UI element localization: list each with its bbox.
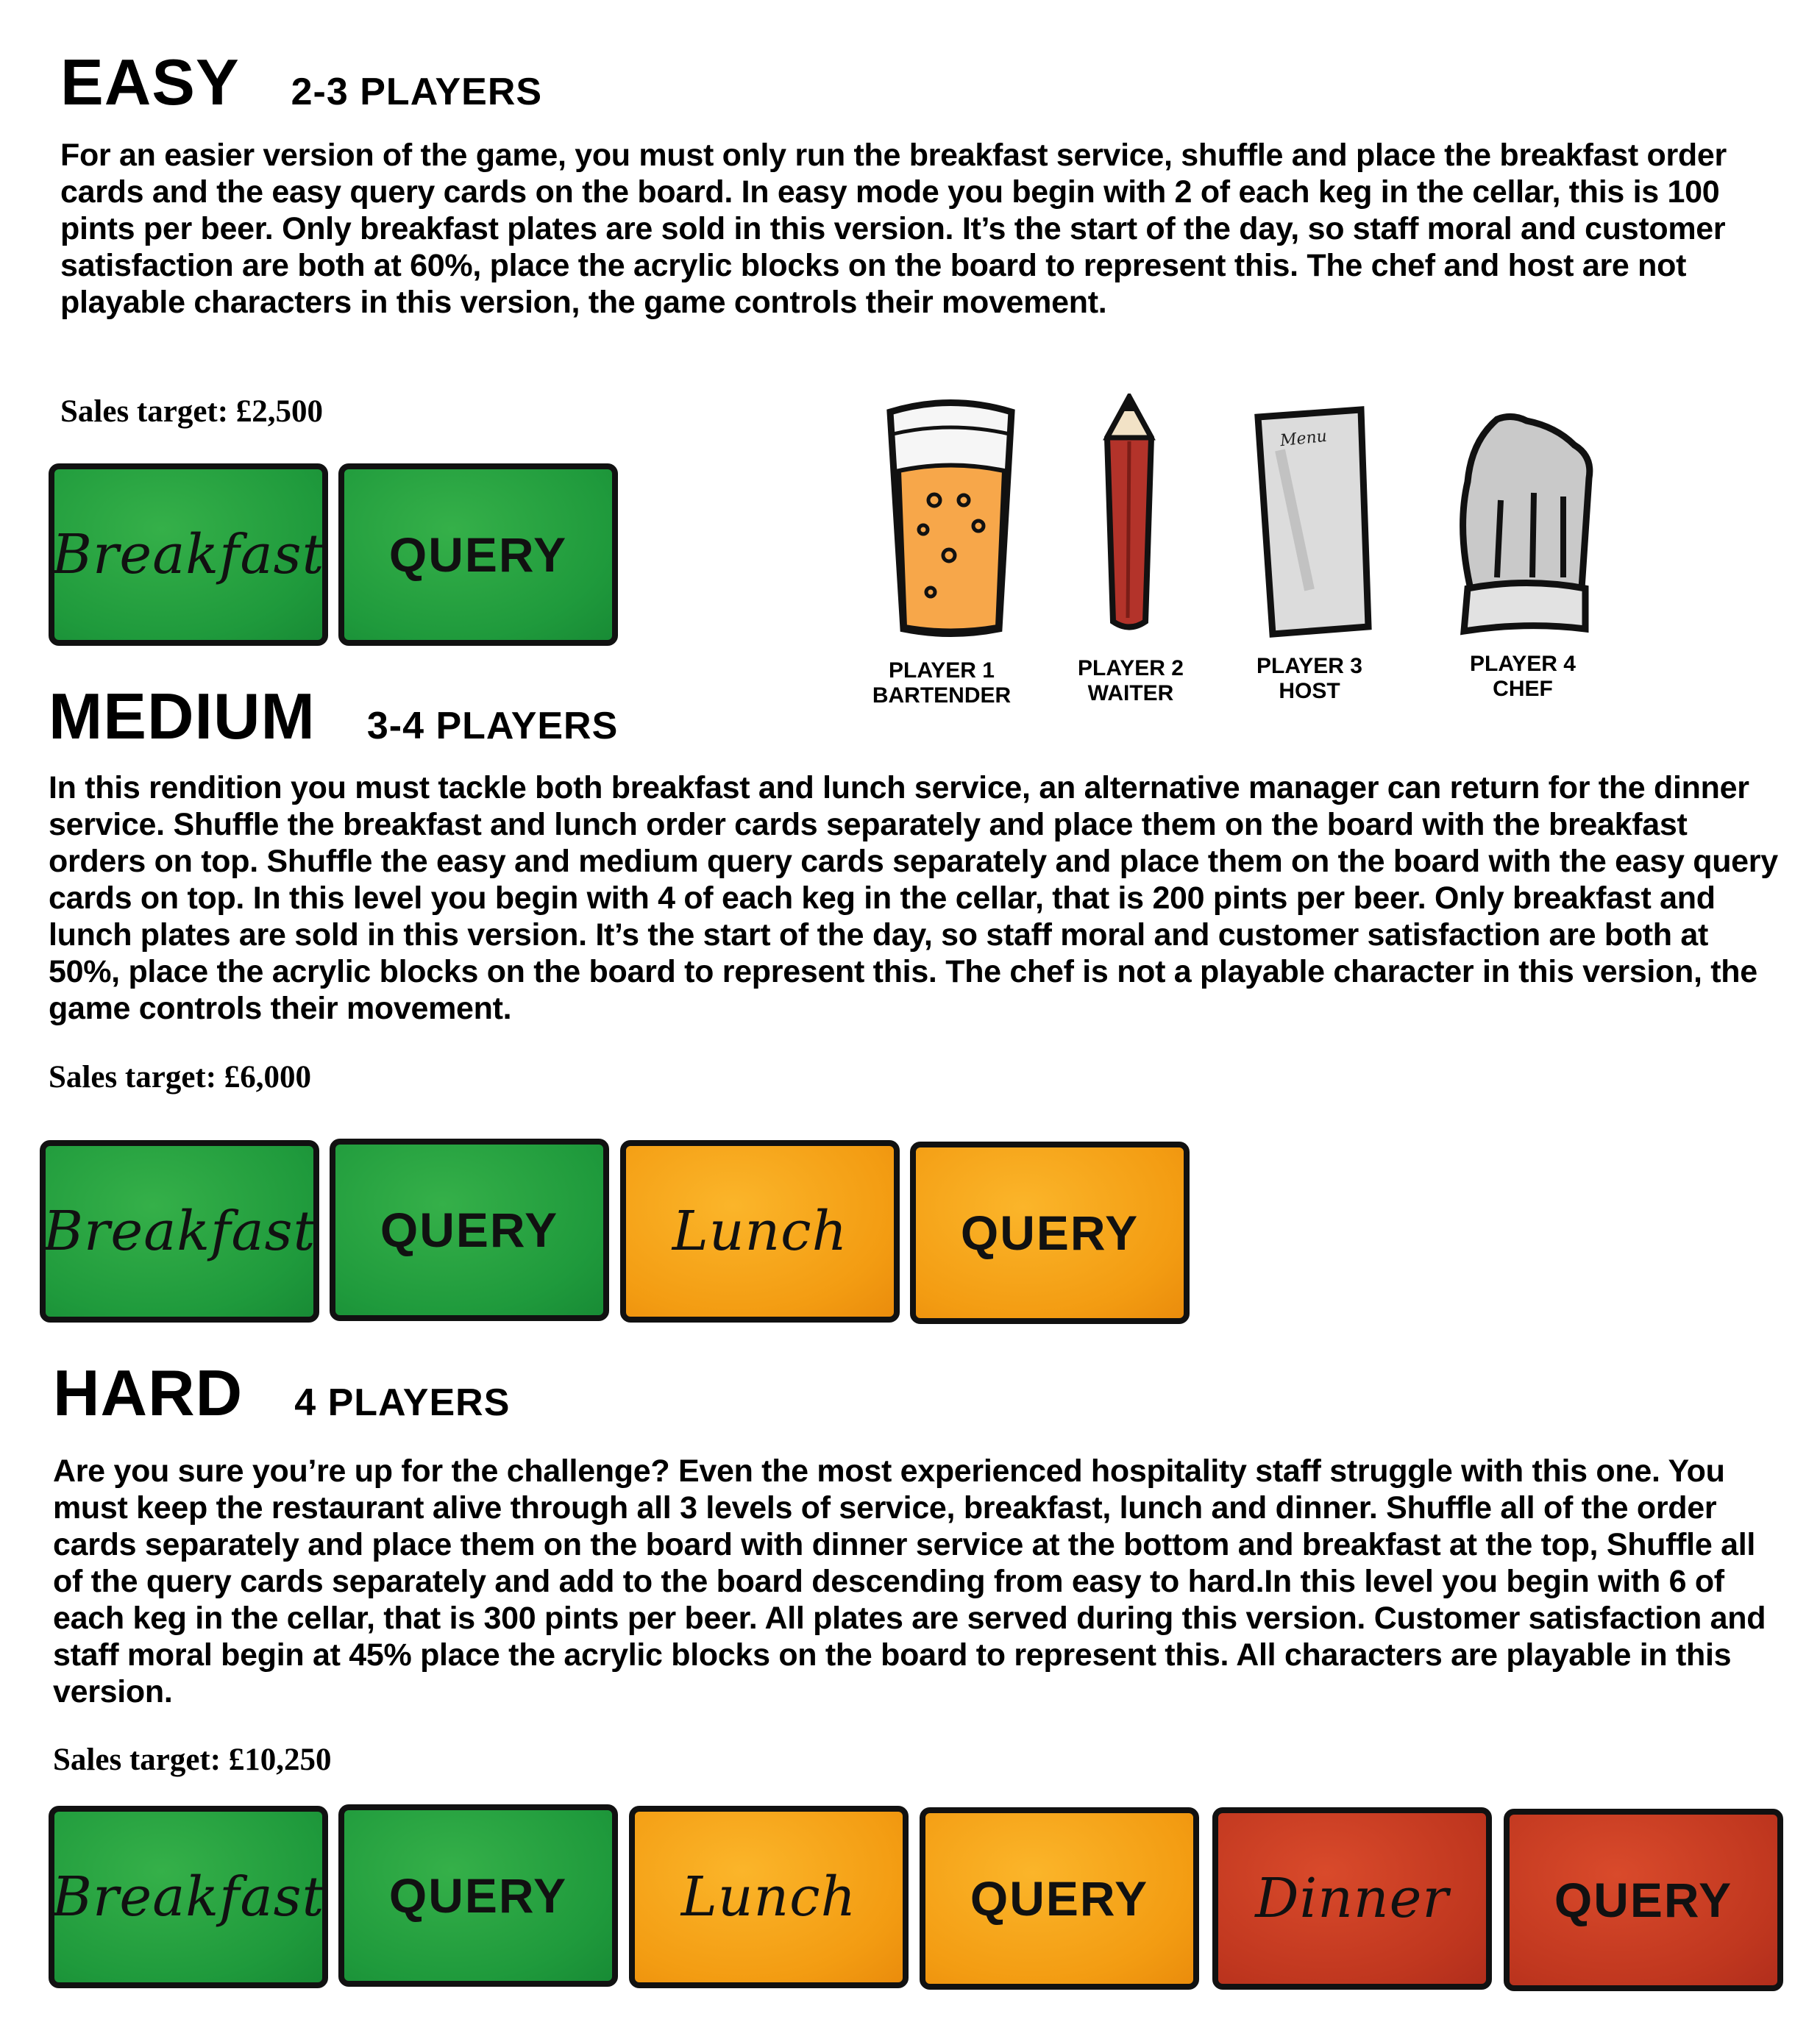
medium-paragraph: In this rendition you must tackle both breakfast and lunch service, an alternative manager can return for the dinner service. Shuffle the breakfast and lunch order cards separately and place them on the board with the breakfast orders on top. Shuffle the easy and medium query cards separately and place them on the board with the easy query cards on top. In this level you begin with 4 of each keg in the cellar, that is 200 pints per beer. Only breakfast and lunch plates are sold in this version. It’s the start of the day, so staff moral and customer satisfaction are both at 50%, place the acrylic blocks on the board to represent this. The chef is not a playable character in this version, the game controls their movement. (49, 770, 1778, 1026)
easy-title: EASY (60, 46, 240, 118)
medium-query-card-2 (910, 1142, 1190, 1324)
hard-paragraph: Are you sure you’re up for the challenge? Even the most experienced hospitality staff struggle with this one. You must keep the restaurant alive through all 3 levels of service, breakfast, lunch and dinner. Shuffle all of the order cards separately and place them on the board with dinner service at the bottom and breakfast at the top, Shuffle all of the query cards separately and add to the board descending from easy to hard.In this level you begin with 6 of each keg in the cellar, that is 300 pints per beer. All plates are served during this version. Customer satisfaction and staff moral begin at 45% place the acrylic blocks on the board to represent this. All characters are playable in this version. (53, 1453, 1766, 1709)
hard-title: HARD (53, 1356, 244, 1429)
card-label: Breakfast (51, 1865, 325, 1929)
easy-heading (60, 46, 543, 118)
medium-breakfast-card (40, 1140, 319, 1323)
easy-sales-target: Sales target: £2,500 (60, 394, 324, 429)
medium-sales-target: Sales target: £6,000 (49, 1060, 312, 1095)
card-label: QUERY (388, 1868, 568, 1923)
player-2-label (1035, 656, 1226, 706)
card-label: Breakfast (43, 1200, 316, 1263)
hard-breakfast-card (49, 1806, 328, 1988)
hard-query-card-3 (1504, 1809, 1783, 1991)
card-label: QUERY (380, 1203, 559, 1257)
menu-icon-text: Menu (1279, 427, 1329, 451)
player-role: BARTENDER (872, 683, 1012, 708)
hard-dinner-card (1212, 1807, 1492, 1990)
medium-query-card (330, 1139, 609, 1321)
player-number: PLAYER 4 (1470, 652, 1576, 676)
card-label: QUERY (960, 1206, 1140, 1260)
card-label: Breakfast (51, 523, 325, 586)
easy-paragraph: For an easier version of the game, you must only run the breakfast service, shuffle and place the breakfast order cards and the easy query cards on the board. In easy mode you begin with 2 of each keg in the cellar, this is 100 pints per beer. Only breakfast plates are sold in this version. It’s the start of the day, so staff moral and customer satisfaction are both at 60%, place the acrylic blocks on the board to represent this. The chef and host are not playable characters in this version, the game controls their movement. (60, 138, 1727, 320)
player-4-label (1427, 652, 1618, 702)
card-label: Lunch (680, 1865, 857, 1929)
hard-heading (53, 1356, 511, 1429)
card-label: Lunch (672, 1200, 848, 1263)
player-role: CHEF (1493, 677, 1553, 701)
easy-query-card (338, 463, 618, 646)
card-label: Dinner (1255, 1867, 1449, 1930)
player-role: HOST (1279, 679, 1340, 703)
easy-breakfast-card (49, 463, 328, 646)
menu-icon (1251, 406, 1376, 638)
pencil-icon (1100, 394, 1159, 636)
hard-lunch-card (629, 1806, 909, 1988)
medium-heading (49, 680, 619, 752)
player-3-label (1214, 654, 1405, 704)
player-role: WAITER (1087, 681, 1174, 705)
card-label: QUERY (388, 527, 568, 582)
card-label: QUERY (1554, 1873, 1733, 1927)
beer-glass-icon (883, 390, 1019, 640)
player-number: PLAYER 3 (1256, 654, 1362, 678)
player-number: PLAYER 2 (1078, 656, 1184, 680)
hard-query-card (338, 1804, 618, 1987)
medium-title: MEDIUM (49, 680, 316, 752)
card-label: QUERY (970, 1871, 1149, 1926)
easy-players: 2-3 PLAYERS (291, 71, 543, 113)
chef-hat-icon (1446, 412, 1600, 636)
medium-lunch-card (620, 1140, 900, 1323)
hard-sales-target: Sales target: £10,250 (53, 1743, 332, 1777)
hard-players: 4 PLAYERS (294, 1381, 511, 1424)
hard-query-card-2 (920, 1807, 1199, 1990)
player-number: PLAYER 1 (889, 658, 995, 683)
player-1-label (846, 658, 1037, 708)
medium-players: 3-4 PLAYERS (366, 705, 619, 747)
